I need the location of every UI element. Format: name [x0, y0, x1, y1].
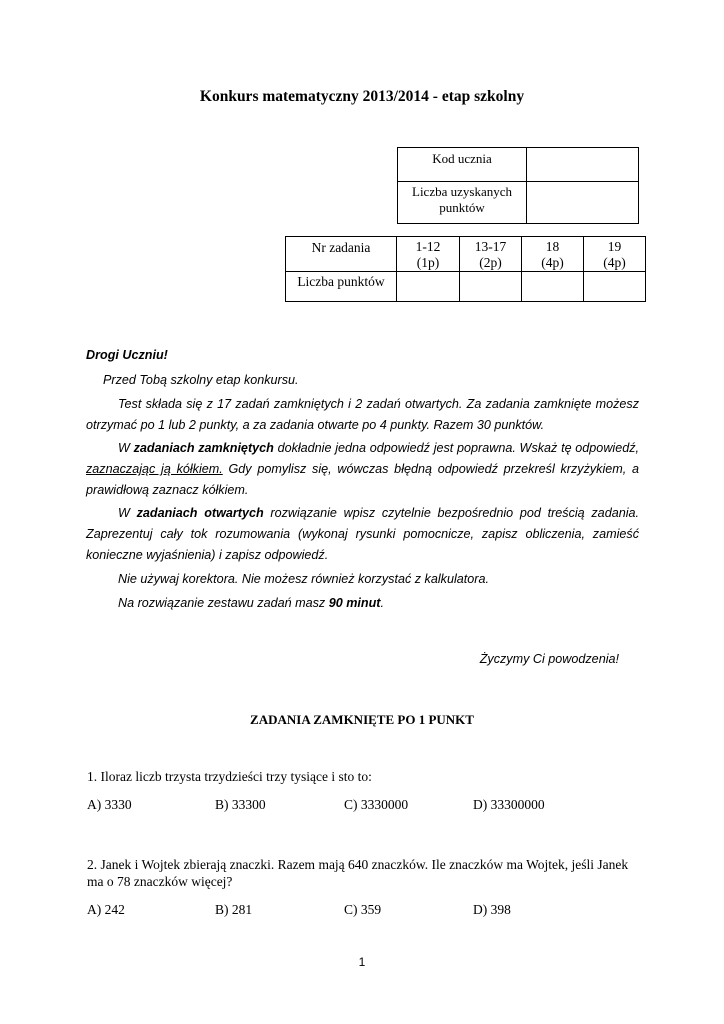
text-run: Gdy pomylisz się, wówczas błędną odpowiedź przekreśl krzyżykiem, a prawidłową zaznacz kółkiem.	[86, 462, 639, 497]
text-run: dokładnie jedna odpowiedź jest poprawna. Wskaż tę odpowiedź,	[273, 441, 640, 455]
question-2-answer-d[interactable]: D) 398	[473, 902, 511, 917]
question-1-answer-a[interactable]: A) 3330	[87, 797, 132, 812]
student-info-table	[397, 147, 639, 224]
page-number: 1	[358, 955, 366, 969]
score-table	[285, 236, 646, 302]
task-range: 13-17	[474, 239, 507, 254]
text-run: Na rozwiązanie zestawu zadań masz	[118, 596, 329, 610]
section-title: ZADANIA ZAMKNIĘTE PO 1 PUNKT	[250, 712, 474, 727]
text-run: W	[118, 441, 134, 455]
instruction-paragraph-5: Nie używaj korektora. Nie możesz również korzystać z kalkulatora.	[118, 572, 489, 586]
task-range: 1-12	[415, 239, 441, 254]
bold-text: 90 minut	[328, 596, 381, 610]
question-2-answer-b[interactable]: B) 281	[215, 902, 253, 917]
instruction-paragraph-1: Przed Tobą szkolny etap konkursu.	[103, 373, 299, 387]
greeting: Drogi Uczniu!	[86, 348, 168, 362]
question-2-text: 2. Janek i Wojtek zbierają znaczki. Razem mają 640 znaczków. Ile znaczków ma Wojtek, jeśli Janek ma o 78 znaczków więcej?	[87, 857, 629, 889]
text-run: W	[118, 506, 137, 520]
task-points: (2p)	[479, 255, 502, 270]
instruction-paragraph-2: Test składa się z 17 zadań zamkniętych i 2 zadań otwartych. Za zadania zamknięte możesz otrzymać po 1 lub 2 punkty, a za zadania otwarte po 4 punkty. Razem 30 punktów.	[86, 397, 639, 432]
question-1-answer-b[interactable]: B) 33300	[215, 797, 266, 812]
task-points: (1p)	[416, 255, 440, 270]
question-2-answer-a[interactable]: A) 242	[87, 902, 125, 917]
question-1-text: 1. Iloraz liczb trzysta trzydzieści trzy tysiące i sto to:	[87, 769, 372, 784]
instruction-paragraph-6	[118, 593, 384, 614]
points-cell-3[interactable]	[522, 272, 584, 302]
instruction-paragraph-4	[86, 503, 639, 566]
task-number-header: Nr zadania	[286, 237, 397, 272]
page-title: Konkurs matematyczny 2013/2014 - etap szkolny	[199, 88, 525, 105]
text-run: rozwiązanie wpisz czytelnie bezpośrednio pod treścią zadania. Zaprezentuj cały tok rozumowania (wykonaj rysunki pomocnicze, zapisz obliczenia, zamieść konieczne wyjaśnienia) i zapisz odpowiedź.	[86, 506, 640, 562]
task-range: 19	[607, 239, 622, 254]
text-run: .	[380, 596, 384, 610]
points-cell-1[interactable]	[397, 272, 460, 302]
score-column-2	[460, 237, 522, 272]
task-points: (4p)	[603, 255, 626, 270]
score-column-3	[522, 237, 584, 272]
task-range: 18	[545, 239, 560, 254]
student-code-field[interactable]	[527, 148, 639, 182]
obtained-points-label: Liczba uzyskanych punktów	[398, 182, 527, 224]
bold-text: zadaniach zamkniętych	[133, 441, 274, 455]
question-1-answer-c[interactable]: C) 3330000	[344, 797, 409, 812]
points-cell-4[interactable]	[584, 272, 646, 302]
obtained-points-field[interactable]	[527, 182, 639, 224]
student-code-label: Kod ucznia	[398, 148, 527, 182]
bold-text: zadaniach otwartych	[136, 506, 264, 520]
question-2-answer-c[interactable]: C) 359	[344, 902, 382, 917]
points-row-header: Liczba punktów	[286, 272, 397, 302]
instruction-paragraph-3	[86, 438, 639, 501]
score-column-1	[397, 237, 460, 272]
underlined-text: zaznaczając ją kółkiem.	[86, 462, 223, 476]
question-1-answer-d[interactable]: D) 33300000	[473, 797, 545, 812]
closing-wish: Życzymy Ci powodzenia!	[479, 652, 619, 666]
task-points: (4p)	[541, 255, 564, 270]
score-column-4	[584, 237, 646, 272]
points-cell-2[interactable]	[460, 272, 522, 302]
